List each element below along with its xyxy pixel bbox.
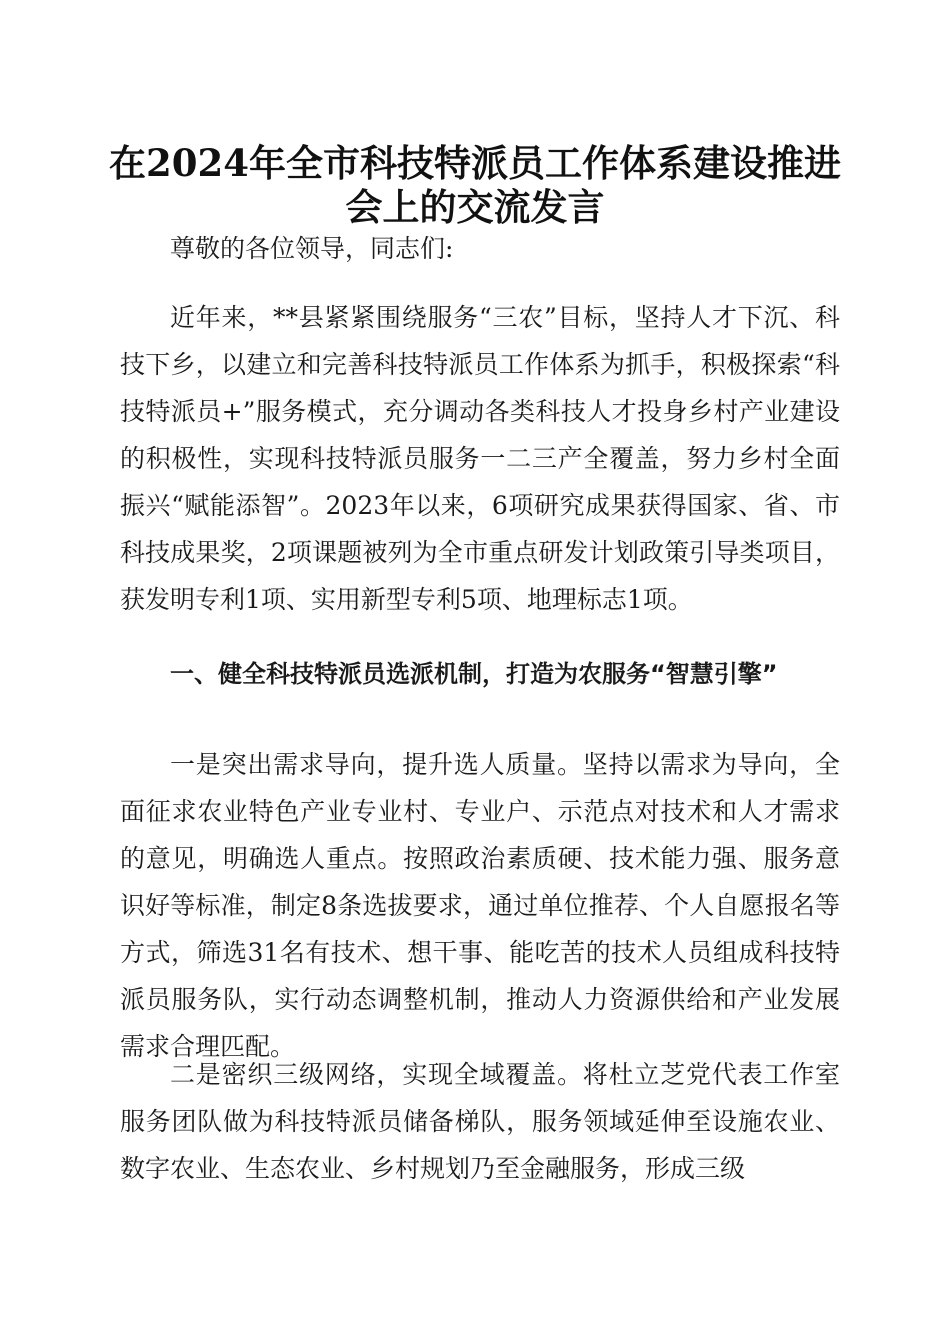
greeting-paragraph: 尊敬的各位领导，同志们:: [170, 234, 454, 263]
section-1-paragraph-1: 一是突出需求导向，提升选人质量。坚持以需求为导向，全面征求农业特色产业专业村、专业户、示范点对技术和人才需求的意见，明确选人重点。按照政治素质硬、技术能力强、服务意识好等标准，制定8条选拔要求，通过单位推荐、个人自愿报名等方式，筛选31名有技术、想干事、能吃苦的技术人员组成科技特派员服务队，实行动态调整机制，推动人力资源供给和产业发展需求合理匹配。: [120, 750, 840, 1061]
document-title-line-1: 在2024年全市科技特派员工作体系建设推进: [109, 141, 841, 185]
document-title-line-2: 会上的交流发言: [345, 185, 605, 229]
section-1-paragraph-2: 二是密织三级网络，实现全域覆盖。将杜立芝党代表工作室服务团队做为科技特派员储备梯队，服务领域延伸至设施农业、数字农业、生态农业、乡村规划乃至金融服务，形成三级: [120, 1060, 840, 1183]
intro-paragraph: 近年来，**县紧紧围绕服务“三农”目标，坚持人才下沉、科技下乡，以建立和完善科技特派员工作体系为抓手，积极探索“科技特派员+”服务模式，充分调动各类科技人才投身乡村产业建设的积极性，实现科技特派员服务一二三产全覆盖，努力乡村全面振兴“赋能添智”。2023年以来，6项研究成果获得国家、省、市科技成果奖，2项课题被列为全市重点研发计划政策引导类项目，获发明专利1项、实用新型专利5项、地理标志1项。: [120, 303, 840, 614]
section-heading-1: 一、健全科技特派员选派机制，打造为农服务“智慧引擎”: [170, 660, 778, 688]
